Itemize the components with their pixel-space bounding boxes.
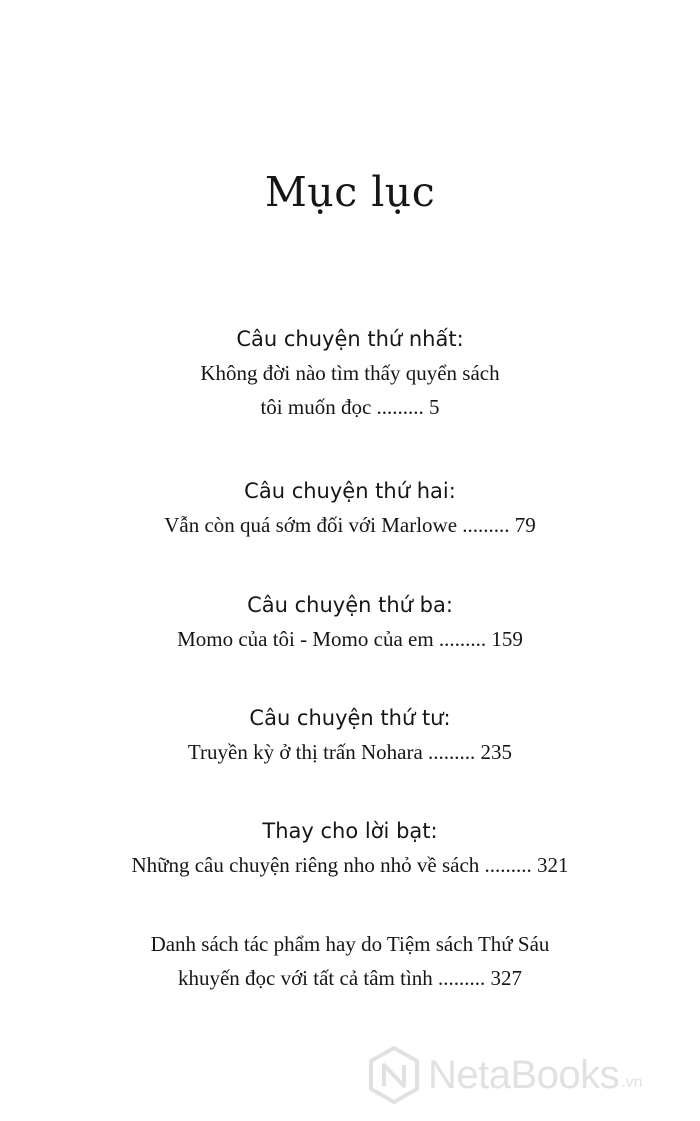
toc-line: khuyến đọc với tất cả tâm tình ......... 327 (177, 966, 523, 990)
toc-entry-4 (0, 701, 700, 769)
watermark-suffix: .vn (621, 1074, 643, 1091)
toc-entry-afterword (0, 814, 700, 882)
toc-heading: Câu chuyện thứ tư: (249, 706, 451, 730)
toc-line: Không đời nào tìm thấy quyển sách (200, 361, 500, 385)
toc-entry-3 (0, 588, 700, 656)
toc-heading: Thay cho lời bạt: (262, 819, 438, 843)
toc-line: Danh sách tác phẩm hay do Tiệm sách Thứ Sáu (150, 932, 550, 956)
toc-entry-2 (0, 474, 700, 542)
toc-line: Momo của tôi - Momo của em ......... 159 (177, 627, 523, 651)
watermark (368, 1045, 643, 1105)
toc-entry-booklist (0, 927, 700, 995)
toc-entry-1 (0, 322, 700, 424)
toc-line: tôi muốn đọc ......... 5 (260, 395, 440, 419)
toc-line: Những câu chuyện riêng nho nhỏ về sách ......... 321 (131, 853, 569, 877)
watermark-brand: NetaBooks (428, 1052, 620, 1097)
netabooks-logo-icon (368, 1046, 420, 1104)
toc-line: Vẫn còn quá sớm đối với Marlowe ......... 79 (164, 513, 536, 537)
page-title: Mục lục (264, 168, 436, 216)
toc-heading: Câu chuyện thứ hai: (244, 479, 456, 503)
toc-heading: Câu chuyện thứ ba: (247, 593, 453, 617)
toc-heading: Câu chuyện thứ nhất: (236, 327, 464, 351)
toc-line: Truyền kỳ ở thị trấn Nohara ......... 235 (187, 740, 513, 764)
